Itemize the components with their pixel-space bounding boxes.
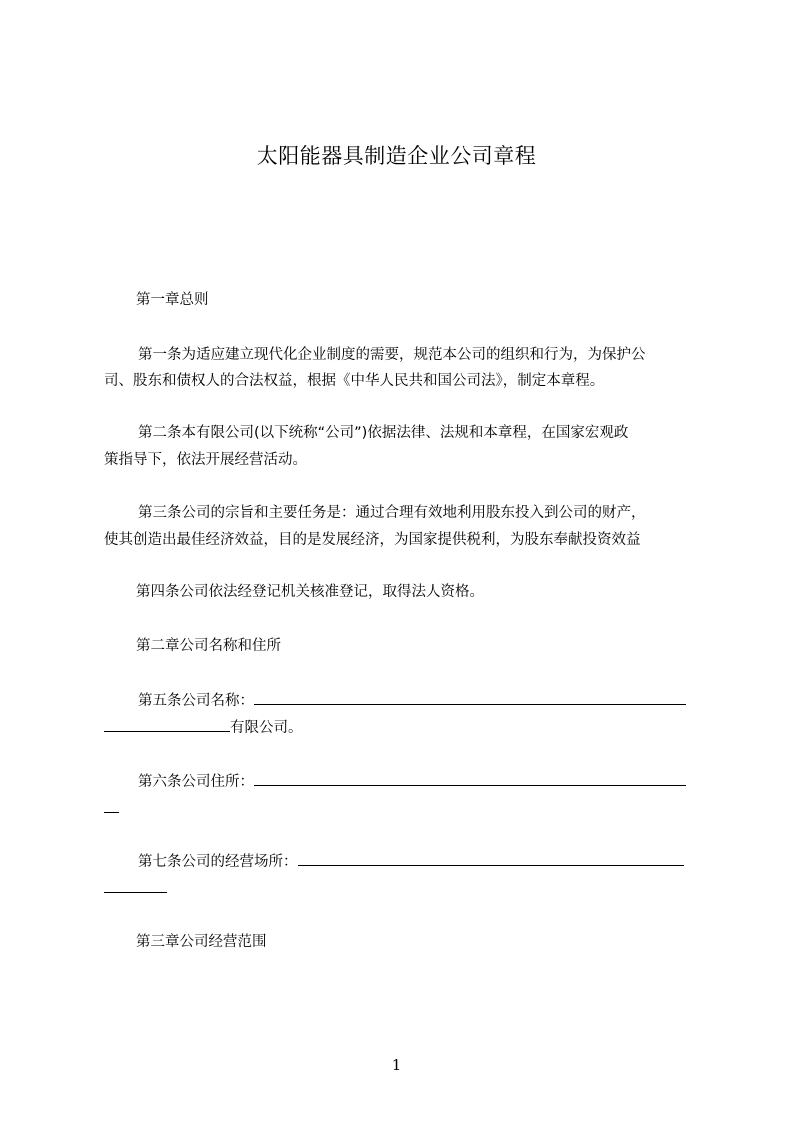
company-address-blank-2[interactable]: [104, 797, 119, 813]
article-7-line-2: [104, 877, 167, 900]
article-7-line-1: [138, 850, 684, 873]
article-5-line-2: [104, 716, 303, 739]
chapter-3-heading: 第三章公司经营范围: [136, 934, 267, 950]
article-6-line-1: [138, 770, 686, 793]
article-3-line-1: 第三条公司的宗旨和主要任务是：通过合理有效地利用股东投入到公司的财产，: [138, 505, 646, 521]
company-name-blank-1[interactable]: [254, 689, 686, 705]
article-3-line-2: 使其创造出最佳经济效益，目的是发展经济，为国家提供税利，为股东奉献投资效益: [104, 532, 641, 548]
company-name-blank-2[interactable]: [104, 716, 230, 732]
article-7-label: 第七条公司的经营场所：: [138, 854, 298, 870]
article-1-line-1: 第一条为适应建立现代化企业制度的需要，规范本公司的组织和行为，为保护公: [138, 347, 646, 363]
article-2-line-1: 第二条本有限公司(以下统称“公司”)依据法律、法规和本章程，在国家宏观政: [138, 425, 629, 441]
chapter-2-heading: 第二章公司名称和住所: [136, 638, 281, 654]
article-6-label: 第六条公司住所：: [138, 774, 254, 790]
page-number: 1: [391, 1056, 402, 1074]
article-5-line-1: [138, 689, 686, 712]
document-title: 太阳能器具制造企业公司章程: [256, 144, 537, 168]
company-address-blank-1[interactable]: [254, 770, 686, 786]
article-5-label: 第五条公司名称：: [138, 693, 254, 709]
article-1-line-2: 司、股东和债权人的合法权益，根据《中华人民共和国公司法》，制定本章程。: [104, 373, 605, 389]
article-4: 第四条公司依法经登记机关核准登记，取得法人资格。: [136, 584, 484, 600]
chapter-1-heading: 第一章总则: [136, 292, 209, 308]
article-6-line-2: [104, 797, 119, 820]
business-premises-blank-2[interactable]: [104, 877, 167, 893]
business-premises-blank-1[interactable]: [298, 850, 684, 866]
article-2-line-2: 策指导下，依法开展经营活动。: [104, 452, 307, 468]
article-5-suffix: 有限公司。: [230, 720, 303, 736]
